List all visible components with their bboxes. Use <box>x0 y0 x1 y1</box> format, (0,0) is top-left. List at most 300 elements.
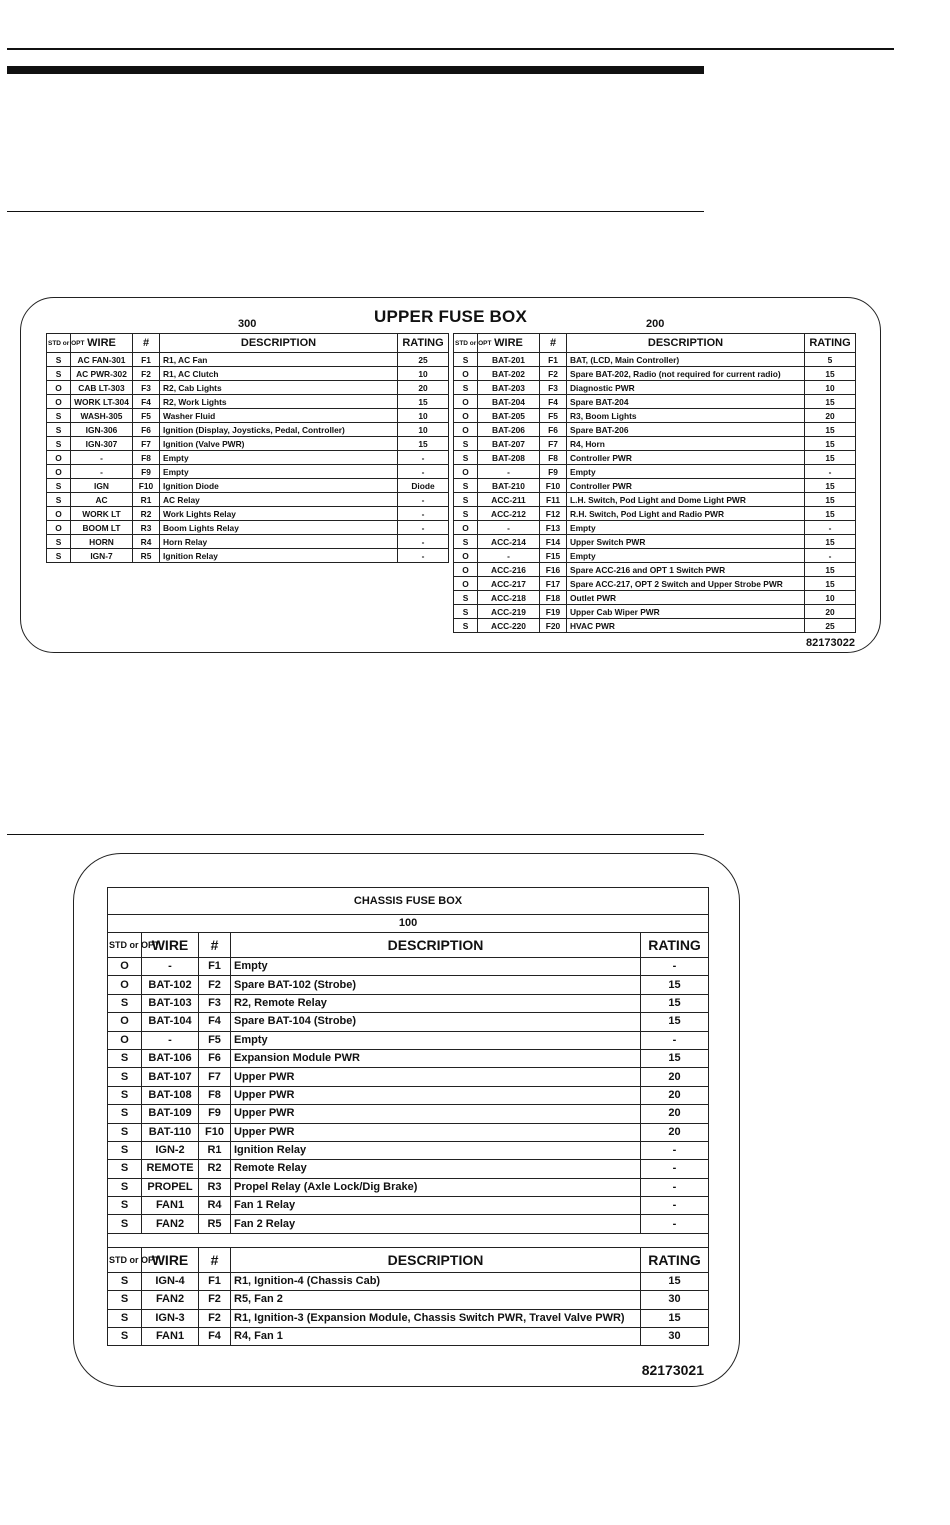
fuse-300-row <box>47 409 449 423</box>
group-300-label: 300 <box>238 318 257 330</box>
section-rule-2 <box>7 834 704 835</box>
description-cell: R4, Fan 1 <box>231 1328 641 1346</box>
wire-cell: AC FAN-301 <box>71 353 133 367</box>
description-cell: Fan 2 Relay <box>231 1215 641 1233</box>
fuse-100-row <box>108 1013 709 1031</box>
rating-cell: - <box>805 465 856 479</box>
std-opt-cell: O <box>454 367 478 381</box>
std-opt-cell: S <box>454 353 478 367</box>
fuse-number-cell: F18 <box>540 591 567 605</box>
rating-cell: 10 <box>398 423 449 437</box>
rating-cell: 25 <box>398 353 449 367</box>
rating-cell: - <box>398 493 449 507</box>
fuse-number-cell: F7 <box>540 437 567 451</box>
wire-cell: IGN-306 <box>71 423 133 437</box>
description-cell: Propel Relay (Axle Lock/Dig Brake) <box>231 1178 641 1196</box>
std-opt-cell: S <box>454 493 478 507</box>
std-opt-cell: O <box>454 423 478 437</box>
upper-part-number: 82173022 <box>806 637 855 649</box>
fuse-number-cell: F4 <box>133 395 160 409</box>
fuse-200-row <box>454 367 856 381</box>
chassis-part-number: 82173021 <box>641 1362 704 1378</box>
std-opt-cell: O <box>47 395 71 409</box>
rating-cell: 15 <box>805 563 856 577</box>
header-number: # <box>199 1247 231 1272</box>
wire-cell: - <box>478 549 540 563</box>
fuse-300-row <box>47 437 449 451</box>
rating-cell: 20 <box>641 1068 709 1086</box>
header-rating: RATING <box>641 933 709 958</box>
rating-cell: - <box>398 535 449 549</box>
rating-cell: 20 <box>641 1105 709 1123</box>
fuse-200-row <box>454 395 856 409</box>
fuse-300-row <box>47 493 449 507</box>
rating-cell: - <box>641 1141 709 1159</box>
header-wire: WIRE <box>71 334 133 353</box>
wire-cell: FAN2 <box>142 1215 199 1233</box>
std-opt-cell: S <box>454 381 478 395</box>
header-std-opt: STD or OPT <box>108 1247 142 1272</box>
description-cell: Upper PWR <box>231 1086 641 1104</box>
fuse-200-row <box>454 535 856 549</box>
fuse-number-cell: F1 <box>199 1272 231 1290</box>
fuse-number-cell: F5 <box>199 1031 231 1049</box>
wire-cell: WORK LT <box>71 507 133 521</box>
rating-cell: - <box>805 549 856 563</box>
description-cell: Controller PWR <box>567 479 805 493</box>
fuse-number-cell: F14 <box>540 535 567 549</box>
fuse-300-row <box>47 507 449 521</box>
description-cell: Fan 1 Relay <box>231 1197 641 1215</box>
fuse-300-row <box>47 353 449 367</box>
fuse-number-cell: F4 <box>199 1013 231 1031</box>
wire-cell: AC PWR-302 <box>71 367 133 381</box>
group-100-label: 100 <box>108 915 709 933</box>
fuse-number-cell: F2 <box>540 367 567 381</box>
wire-cell: REMOTE <box>142 1160 199 1178</box>
fuse-200-row <box>454 493 856 507</box>
wire-cell: IGN-3 <box>142 1309 199 1327</box>
fuse-300-row <box>47 395 449 409</box>
description-cell: Empty <box>160 451 398 465</box>
description-cell: Ignition Relay <box>231 1141 641 1159</box>
fuse-number-cell: F4 <box>199 1328 231 1346</box>
header-rating: RATING <box>641 1247 709 1272</box>
description-cell: Ignition (Valve PWR) <box>160 437 398 451</box>
fuse-200-row <box>454 549 856 563</box>
std-opt-cell: S <box>454 591 478 605</box>
header-std-opt: STD or OPT <box>454 334 478 353</box>
fuse-100-row <box>108 1031 709 1049</box>
fuse-number-cell: F8 <box>540 451 567 465</box>
wire-cell: BAT-210 <box>478 479 540 493</box>
fuse-300-row <box>47 423 449 437</box>
std-opt-cell: S <box>47 437 71 451</box>
fuse-number-cell: F17 <box>540 577 567 591</box>
description-cell: Diagnostic PWR <box>567 381 805 395</box>
wire-cell: ACC-218 <box>478 591 540 605</box>
std-opt-cell: S <box>454 479 478 493</box>
wire-cell: ACC-220 <box>478 619 540 633</box>
wire-cell: BAT-109 <box>142 1105 199 1123</box>
wire-cell: IGN-4 <box>142 1272 199 1290</box>
std-opt-cell: O <box>454 465 478 479</box>
description-cell: Spare BAT-206 <box>567 423 805 437</box>
rating-cell: - <box>398 507 449 521</box>
std-opt-cell: S <box>454 619 478 633</box>
fuse-100-b-row <box>108 1328 709 1346</box>
fuse-100-row <box>108 1049 709 1067</box>
wire-cell: BAT-203 <box>478 381 540 395</box>
description-cell: Remote Relay <box>231 1160 641 1178</box>
wire-cell: BAT-110 <box>142 1123 199 1141</box>
rating-cell: 10 <box>398 367 449 381</box>
description-cell: Empty <box>567 465 805 479</box>
upper-fuse-box-title: UPPER FUSE BOX <box>374 307 527 326</box>
std-opt-cell: S <box>47 409 71 423</box>
fuse-number-cell: F13 <box>540 521 567 535</box>
fuse-number-cell: R3 <box>199 1178 231 1196</box>
fuse-100-row <box>108 1086 709 1104</box>
fuse-number-cell: F5 <box>133 409 160 423</box>
std-opt-cell: O <box>47 451 71 465</box>
fuse-300-row <box>47 549 449 563</box>
fuse-100-b-row <box>108 1309 709 1327</box>
header-description: DESCRIPTION <box>567 334 805 353</box>
fuse-number-cell: F20 <box>540 619 567 633</box>
wire-cell: ACC-217 <box>478 577 540 591</box>
description-cell: R2, Cab Lights <box>160 381 398 395</box>
rating-cell: Diode <box>398 479 449 493</box>
rating-cell: - <box>641 1178 709 1196</box>
rating-cell: - <box>398 521 449 535</box>
upper-fuse-box-label <box>20 297 881 653</box>
std-opt-cell: S <box>47 549 71 563</box>
rating-cell: - <box>641 1215 709 1233</box>
rating-cell: 15 <box>805 507 856 521</box>
wire-cell: - <box>478 465 540 479</box>
fuse-number-cell: F6 <box>540 423 567 437</box>
description-cell: R2, Work Lights <box>160 395 398 409</box>
description-cell: R5, Fan 2 <box>231 1291 641 1309</box>
section-rule-1 <box>7 211 704 212</box>
std-opt-cell: S <box>47 367 71 381</box>
fuse-200-row <box>454 353 856 367</box>
fuse-number-cell: F2 <box>199 1309 231 1327</box>
description-cell: Work Lights Relay <box>160 507 398 521</box>
fuse-100-row <box>108 1141 709 1159</box>
wire-cell: BAT-204 <box>478 395 540 409</box>
std-opt-cell: S <box>47 353 71 367</box>
fuse-200-row <box>454 577 856 591</box>
std-opt-cell: S <box>108 1215 142 1233</box>
description-cell: Washer Fluid <box>160 409 398 423</box>
wire-cell: - <box>478 521 540 535</box>
rating-cell: 30 <box>641 1328 709 1346</box>
wire-cell: BAT-201 <box>478 353 540 367</box>
std-opt-cell: O <box>108 1013 142 1031</box>
wire-cell: BAT-106 <box>142 1049 199 1067</box>
rating-cell: 15 <box>641 1013 709 1031</box>
wire-cell: BAT-107 <box>142 1068 199 1086</box>
header-number: # <box>133 334 160 353</box>
wire-cell: BAT-208 <box>478 451 540 465</box>
description-cell: Outlet PWR <box>567 591 805 605</box>
std-opt-cell: O <box>454 521 478 535</box>
description-cell: R1, Ignition-3 (Expansion Module, Chassis Switch PWR, Travel Valve PWR) <box>231 1309 641 1327</box>
description-cell: R.H. Switch, Pod Light and Radio PWR <box>567 507 805 521</box>
rating-cell: 15 <box>805 367 856 381</box>
wire-cell: ACC-219 <box>478 605 540 619</box>
rating-cell: 5 <box>805 353 856 367</box>
header-description: DESCRIPTION <box>231 933 641 958</box>
description-cell: Empty <box>231 1031 641 1049</box>
std-opt-cell: O <box>454 395 478 409</box>
fuse-number-cell: R2 <box>199 1160 231 1178</box>
fuse-number-cell: R1 <box>199 1141 231 1159</box>
description-cell: Empty <box>231 958 641 976</box>
fuse-number-cell: F4 <box>540 395 567 409</box>
std-opt-cell: O <box>454 549 478 563</box>
std-opt-cell: S <box>108 994 142 1012</box>
fuse-number-cell: F10 <box>133 479 160 493</box>
description-cell: R1, AC Fan <box>160 353 398 367</box>
std-opt-cell: S <box>108 1328 142 1346</box>
std-opt-cell: S <box>108 1272 142 1290</box>
rating-cell: 20 <box>805 409 856 423</box>
fuse-200-row <box>454 521 856 535</box>
std-opt-cell: O <box>454 563 478 577</box>
description-cell: R4, Horn <box>567 437 805 451</box>
rating-cell: 15 <box>641 1309 709 1327</box>
wire-cell: IGN-2 <box>142 1141 199 1159</box>
wire-cell: BAT-108 <box>142 1086 199 1104</box>
rating-cell: 15 <box>641 1272 709 1290</box>
fuse-300-row <box>47 451 449 465</box>
rating-cell: 15 <box>805 437 856 451</box>
rating-cell: - <box>398 465 449 479</box>
wire-cell: - <box>71 465 133 479</box>
fuse-300-row <box>47 381 449 395</box>
description-cell: Ignition Relay <box>160 549 398 563</box>
wire-cell: - <box>142 1031 199 1049</box>
description-cell: Controller PWR <box>567 451 805 465</box>
fuse-number-cell: F9 <box>133 465 160 479</box>
fuse-number-cell: F2 <box>199 1291 231 1309</box>
rating-cell: 15 <box>805 493 856 507</box>
spacer-cell <box>108 1233 709 1247</box>
std-opt-cell: S <box>108 1197 142 1215</box>
fuse-300-row <box>47 465 449 479</box>
rating-cell: - <box>805 521 856 535</box>
fuse-number-cell: F3 <box>540 381 567 395</box>
fuse-table-200 <box>453 333 856 633</box>
fuse-200-row <box>454 437 856 451</box>
std-opt-cell: S <box>454 507 478 521</box>
std-opt-cell: S <box>108 1068 142 1086</box>
std-opt-cell: S <box>47 493 71 507</box>
description-cell: R3, Boom Lights <box>567 409 805 423</box>
header-wire: WIRE <box>142 933 199 958</box>
fuse-200-row <box>454 451 856 465</box>
rating-cell: 10 <box>398 409 449 423</box>
fuse-number-cell: F3 <box>199 994 231 1012</box>
wire-cell: BOOM LT <box>71 521 133 535</box>
fuse-number-cell: R5 <box>133 549 160 563</box>
header-wire: WIRE <box>142 1247 199 1272</box>
fuse-200-row <box>454 507 856 521</box>
rating-cell: 15 <box>641 976 709 994</box>
fuse-number-cell: F7 <box>199 1068 231 1086</box>
fuse-number-cell: F15 <box>540 549 567 563</box>
description-cell: AC Relay <box>160 493 398 507</box>
wire-cell: FAN1 <box>142 1328 199 1346</box>
description-cell: L.H. Switch, Pod Light and Dome Light PWR <box>567 493 805 507</box>
description-cell: R1, AC Clutch <box>160 367 398 381</box>
fuse-number-cell: R4 <box>199 1197 231 1215</box>
header-number: # <box>199 933 231 958</box>
fuse-number-cell: F1 <box>199 958 231 976</box>
fuse-number-cell: R5 <box>199 1215 231 1233</box>
fuse-number-cell: F19 <box>540 605 567 619</box>
description-cell: R2, Remote Relay <box>231 994 641 1012</box>
std-opt-cell: S <box>108 1178 142 1196</box>
description-cell: BAT, (LCD, Main Controller) <box>567 353 805 367</box>
description-cell: Boom Lights Relay <box>160 521 398 535</box>
header-wire: WIRE <box>478 334 540 353</box>
wire-cell: IGN-307 <box>71 437 133 451</box>
description-cell: Ignition Diode <box>160 479 398 493</box>
description-cell: Spare BAT-204 <box>567 395 805 409</box>
wire-cell: CAB LT-303 <box>71 381 133 395</box>
header-number: # <box>540 334 567 353</box>
description-cell: Ignition (Display, Joysticks, Pedal, Controller) <box>160 423 398 437</box>
chassis-fuse-box-label <box>73 853 740 1387</box>
wire-cell: HORN <box>71 535 133 549</box>
description-cell: Upper PWR <box>231 1105 641 1123</box>
std-opt-cell: S <box>47 479 71 493</box>
fuse-number-cell: F6 <box>133 423 160 437</box>
std-opt-cell: O <box>108 976 142 994</box>
wire-cell: BAT-104 <box>142 1013 199 1031</box>
fuse-200-row <box>454 423 856 437</box>
fuse-100-row <box>108 958 709 976</box>
rating-cell: - <box>398 451 449 465</box>
fuse-300-row <box>47 521 449 535</box>
fuse-200-row <box>454 409 856 423</box>
header-std-opt: STD or OPT <box>108 933 142 958</box>
fuse-100-row <box>108 1160 709 1178</box>
rating-cell: 15 <box>805 577 856 591</box>
wire-cell: ACC-216 <box>478 563 540 577</box>
description-cell: Upper Cab Wiper PWR <box>567 605 805 619</box>
fuse-number-cell: F12 <box>540 507 567 521</box>
std-opt-cell: O <box>47 381 71 395</box>
std-opt-cell: O <box>108 1031 142 1049</box>
std-opt-cell: O <box>454 577 478 591</box>
wire-cell: - <box>142 958 199 976</box>
std-opt-cell: S <box>47 423 71 437</box>
header-std-opt: STD or OPT <box>47 334 71 353</box>
fuse-100-row <box>108 1197 709 1215</box>
std-opt-cell: S <box>108 1105 142 1123</box>
fuse-100-row <box>108 976 709 994</box>
fuse-number-cell: F10 <box>540 479 567 493</box>
wire-cell: AC <box>71 493 133 507</box>
chassis-fuse-box-title: CHASSIS FUSE BOX <box>108 888 709 915</box>
description-cell: Spare BAT-102 (Strobe) <box>231 976 641 994</box>
std-opt-cell: O <box>47 507 71 521</box>
description-cell: Spare BAT-104 (Strobe) <box>231 1013 641 1031</box>
wire-cell: ACC-212 <box>478 507 540 521</box>
std-opt-cell: S <box>454 535 478 549</box>
fuse-number-cell: F16 <box>540 563 567 577</box>
rating-cell: 25 <box>805 619 856 633</box>
fuse-200-row <box>454 479 856 493</box>
fuse-100-row <box>108 1178 709 1196</box>
rating-cell: 30 <box>641 1291 709 1309</box>
rating-cell: 15 <box>805 423 856 437</box>
rating-cell: 15 <box>398 437 449 451</box>
fuse-number-cell: F1 <box>540 353 567 367</box>
fuse-200-row <box>454 619 856 633</box>
rating-cell: 10 <box>805 591 856 605</box>
description-cell: R1, Ignition-4 (Chassis Cab) <box>231 1272 641 1290</box>
fuse-300-row <box>47 479 449 493</box>
wire-cell: BAT-207 <box>478 437 540 451</box>
std-opt-cell: S <box>47 535 71 549</box>
std-opt-cell: S <box>454 451 478 465</box>
std-opt-cell: S <box>108 1291 142 1309</box>
std-opt-cell: O <box>108 958 142 976</box>
wire-cell: IGN <box>71 479 133 493</box>
fuse-number-cell: F1 <box>133 353 160 367</box>
description-cell: Empty <box>160 465 398 479</box>
rating-cell: 15 <box>641 1049 709 1067</box>
fuse-number-cell: F9 <box>199 1105 231 1123</box>
std-opt-cell: S <box>454 605 478 619</box>
header-rating: RATING <box>805 334 856 353</box>
rating-cell: 15 <box>805 451 856 465</box>
group-200-label: 200 <box>646 318 665 330</box>
description-cell: Upper PWR <box>231 1068 641 1086</box>
rating-cell: 20 <box>641 1123 709 1141</box>
fuse-number-cell: R1 <box>133 493 160 507</box>
fuse-300-row <box>47 535 449 549</box>
fuse-200-row <box>454 591 856 605</box>
description-cell: Spare BAT-202, Radio (not required for current radio) <box>567 367 805 381</box>
header-rating: RATING <box>398 334 449 353</box>
rating-cell: 20 <box>641 1086 709 1104</box>
header-description: DESCRIPTION <box>231 1247 641 1272</box>
fuse-200-row <box>454 465 856 479</box>
std-opt-cell: S <box>108 1309 142 1327</box>
chassis-fuse-table <box>107 887 709 1346</box>
wire-cell: WORK LT-304 <box>71 395 133 409</box>
fuse-table-300 <box>46 333 449 563</box>
rating-cell: 15 <box>398 395 449 409</box>
fuse-100-row <box>108 994 709 1012</box>
rating-cell: 15 <box>641 994 709 1012</box>
fuse-number-cell: F5 <box>540 409 567 423</box>
rating-cell: - <box>641 1031 709 1049</box>
description-cell: Expansion Module PWR <box>231 1049 641 1067</box>
fuse-100-row <box>108 1123 709 1141</box>
rating-cell: 15 <box>805 395 856 409</box>
description-cell: Empty <box>567 549 805 563</box>
rating-cell: - <box>641 958 709 976</box>
wire-cell: WASH-305 <box>71 409 133 423</box>
